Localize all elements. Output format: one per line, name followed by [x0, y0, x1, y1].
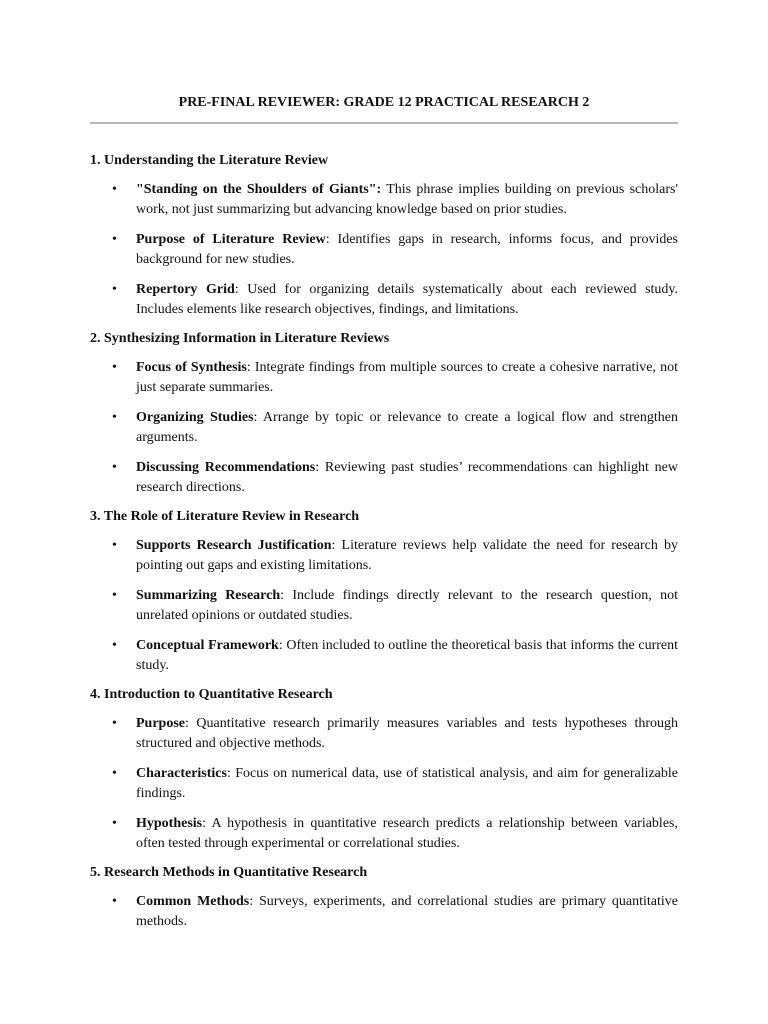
list-item	[90, 892, 678, 931]
list-item	[90, 180, 678, 219]
bullet-list	[90, 714, 678, 853]
item-text: : Quantitative research primarily measures variables and tests hypotheses through structured and objective methods.	[136, 716, 678, 751]
section-quantitative-intro	[90, 686, 678, 853]
list-item	[90, 230, 678, 269]
item-term: Purpose of Literature Review	[136, 232, 326, 247]
section-heading: 5. Research Methods in Quantitative Research	[90, 865, 368, 880]
item-term: Hypothesis	[136, 816, 203, 831]
item-text: : Arrange by topic or relevance to create a logical flow and strengthen arguments.	[136, 410, 678, 445]
item-text: : Focus on numerical data, use of statistical analysis, and aim for generalizable findings.	[136, 766, 678, 801]
list-item	[90, 586, 678, 625]
item-term: Repertory Grid	[136, 282, 235, 297]
item-term: Supports Research Justification	[136, 538, 332, 553]
bullet-list	[90, 536, 678, 675]
list-item	[90, 358, 678, 397]
item-term: Conceptual Framework	[136, 638, 279, 653]
list-item	[90, 714, 678, 753]
item-term: Focus of Synthesis	[136, 360, 247, 375]
item-text: : Identifies gaps in research, informs focus, and provides background for new studies.	[136, 232, 678, 267]
item-text: : Include findings directly relevant to the research question, not unrelated opinions or outdated studies.	[136, 588, 678, 623]
item-text: : Often included to outline the theoretical basis that informs the current study.	[136, 638, 679, 673]
item-term: Characteristics	[136, 766, 227, 781]
bullet-list	[90, 180, 678, 319]
document-title: PRE-FINAL REVIEWER: GRADE 12 PRACTICAL RESEARCH 2	[90, 94, 678, 124]
document-page	[90, 94, 678, 931]
item-term: Summarizing Research	[136, 588, 281, 603]
section-heading: 1. Understanding the Literature Review	[90, 153, 329, 168]
item-text: : Reviewing past studies’ recommendations can highlight new research directions.	[136, 460, 678, 495]
list-item	[90, 408, 678, 447]
item-term: Organizing Studies	[136, 410, 254, 425]
list-item	[90, 636, 678, 675]
list-item	[90, 536, 678, 575]
section-synthesizing	[90, 330, 678, 497]
bullet-list	[90, 358, 678, 497]
item-text: This phrase implies building on previous scholars' work, not just summarizing but advancing knowledge based on prior studies.	[136, 182, 678, 217]
section-heading: 4. Introduction to Quantitative Research	[90, 687, 333, 702]
section-literature-review	[90, 152, 678, 319]
item-text: : A hypothesis in quantitative research predicts a relationship between variables, often tested through experimental or correlational studies.	[136, 816, 678, 851]
section-research-methods	[90, 864, 678, 931]
list-item	[90, 814, 678, 853]
item-text: : Literature reviews help validate the need for research by pointing out gaps and existing limitations.	[136, 538, 679, 573]
item-text: : Integrate findings from multiple sources to create a cohesive narrative, not just separate summaries.	[136, 360, 678, 395]
section-heading: 2. Synthesizing Information in Literature Reviews	[90, 331, 390, 346]
item-text: : Used for organizing details systematically about each reviewed study. Includes elements like research objectives, findings, and limitations.	[136, 282, 679, 317]
section-role-of-review	[90, 508, 678, 675]
section-heading: 3. The Role of Literature Review in Research	[90, 509, 360, 524]
bullet-list	[90, 892, 678, 931]
list-item	[90, 764, 678, 803]
item-text: : Surveys, experiments, and correlational studies are primary quantitative methods.	[136, 894, 678, 929]
item-term: Purpose	[136, 716, 185, 731]
item-term: Common Methods	[136, 894, 250, 909]
list-item	[90, 280, 678, 319]
item-term: "Standing on the Shoulders of Giants":	[136, 182, 382, 197]
list-item	[90, 458, 678, 497]
item-term: Discussing Recommendations	[136, 460, 316, 475]
